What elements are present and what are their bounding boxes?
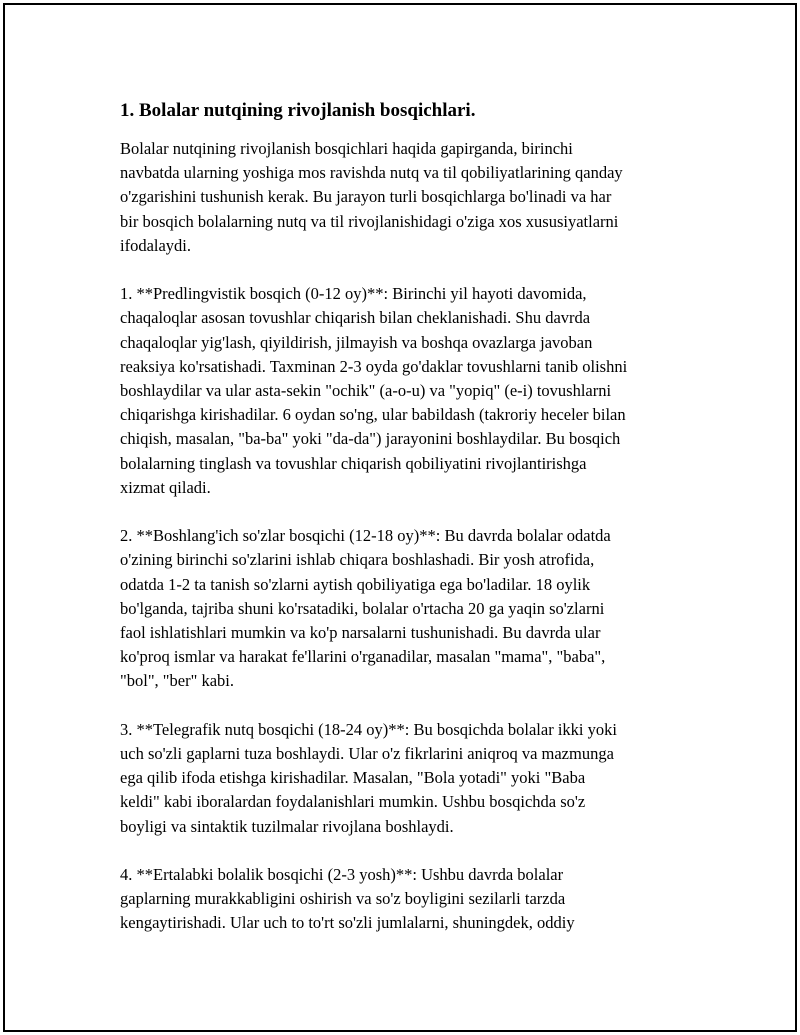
- text-line: 1. **Predlingvistik bosqich (0-12 oy)**: Birinchi yil hayoti davomida,: [120, 284, 587, 304]
- document-body: [120, 99, 700, 960]
- page-frame: [3, 3, 797, 1032]
- text-line: kengaytirishadi. Ular uch to to'rt so'zli jumlalarni, shuningdek, oddiy: [120, 913, 575, 933]
- paragraph: [120, 524, 700, 693]
- text-line: reaksiya ko'rsatishadi. Taxminan 2-3 oyda go'daklar tovushlarni tanib olishni: [120, 356, 628, 376]
- text-line: bo'lganda, tajriba shuni ko'rsatadiki, bolalar o'rtacha 20 ga yaqin so'zlarni: [120, 598, 605, 618]
- text-line: boyligi va sintaktik tuzilmalar rivojlana boshlaydi.: [120, 816, 454, 836]
- text-line: xizmat qiladi.: [120, 477, 211, 497]
- text-line: o'zining birinchi so'zlarini ishlab chiqara boshlashadi. Bir yosh atrofida,: [120, 550, 595, 570]
- text-line: chiqarishga kirishadilar. 6 oydan so'ng, ular babildash (takroriy heceler bilan: [120, 405, 626, 425]
- text-line: ko'proq ismlar va harakat fe'llarini o'rganadilar, masalan "mama", "baba",: [120, 647, 606, 667]
- section-heading: 1. Bolalar nutqining rivojlanish bosqichlari.: [120, 100, 476, 121]
- paragraph-list: [120, 137, 700, 936]
- text-line: "bol", "ber" kabi.: [120, 671, 235, 691]
- text-line: 4. **Ertalabki bolalik bosqichi (2-3 yosh)**: Ushbu davrda bolalar: [120, 865, 564, 885]
- text-line: bolalarning tinglash va tovushlar chiqarish qobiliyatini rivojlantirishga: [120, 453, 587, 473]
- text-line: uch so'zli gaplarni tuza boshlaydi. Ular o'z fikrlarini aniqroq va mazmunga: [120, 744, 614, 764]
- text-line: 2. **Boshlang'ich so'zlar bosqichi (12-18 oy)**: Bu davrda bolalar odatda: [120, 526, 611, 546]
- paragraph: [120, 282, 700, 500]
- paragraph: [120, 137, 700, 258]
- text-line: 3. **Telegrafik nutq bosqichi (18-24 oy)**: Bu bosqichda bolalar ikki yoki: [120, 719, 617, 739]
- text-line: bir bosqich bolalarning nutq va til rivojlanishidagi o'ziga xos xususiyatlarni: [120, 211, 619, 231]
- text-line: ega qilib ifoda etishga kirishadilar. Masalan, "Bola yotadi" yoki "Baba: [120, 768, 586, 788]
- text-line: keldi" kabi iboralardan foydalanishlari mumkin. Ushbu bosqichda so'z: [120, 792, 586, 812]
- text-line: chaqaloqlar yig'lash, qiyildirish, jilmayish va boshqa ovazlarga javoban: [120, 332, 593, 352]
- text-line: Bolalar nutqining rivojlanish bosqichlari haqida gapirganda, birinchi: [120, 139, 573, 158]
- paragraph: [120, 863, 700, 936]
- paragraph: [120, 718, 700, 839]
- text-line: boshlaydilar va ular asta-sekin "ochik" (a-o-u) va "yopiq" (e-i) tovushlarni: [120, 381, 612, 401]
- text-line: chiqish, masalan, "ba-ba" yoki "da-da") jarayonini boshlaydilar. Bu bosqich: [120, 429, 621, 449]
- text-line: faol ishlatishlari mumkin va ko'p narsalarni tushunishadi. Bu davrda ular: [120, 623, 601, 643]
- text-line: odatda 1-2 ta tanish so'zlarni aytish qobiliyatiga ega bo'ladilar. 18 oylik: [120, 574, 591, 594]
- text-line: chaqaloqlar asosan tovushlar chiqarish bilan cheklanishadi. Shu davrda: [120, 308, 591, 328]
- text-line: o'zgarishini tushunish kerak. Bu jarayon turli bosqichlarga bo'linadi va har: [120, 187, 612, 207]
- text-line: navbatda ularning yoshiga mos ravishda nutq va til qobiliyatlarining qanday: [120, 163, 623, 183]
- text-line: ifodalaydi.: [120, 235, 192, 255]
- text-line: gaplarning murakkabligini oshirish va so'z boyligini sezilarli tarzda: [120, 889, 566, 909]
